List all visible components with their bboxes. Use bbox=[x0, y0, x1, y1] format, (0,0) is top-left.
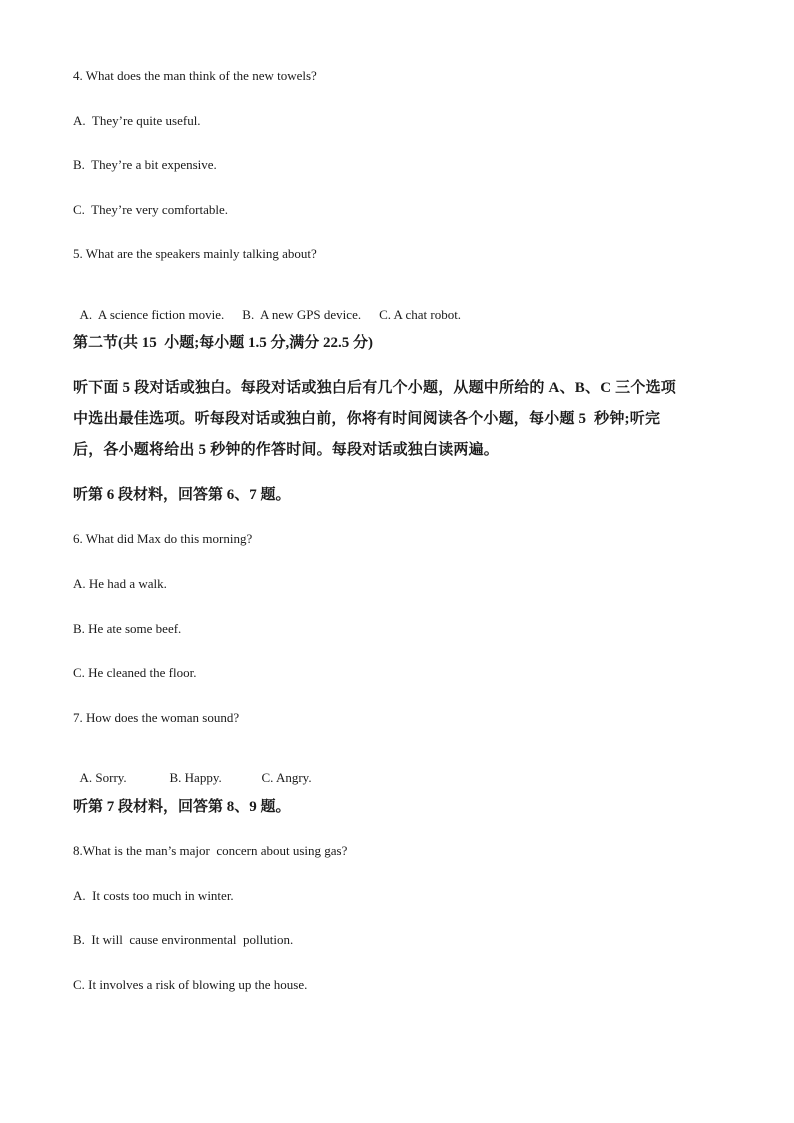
q5-option-c: C. A chat robot. bbox=[379, 307, 462, 322]
q8-option-a: A. It costs too much in winter. bbox=[73, 888, 234, 903]
material7-heading: 听第 7 段材料，回答第 8、9 题。 bbox=[73, 799, 291, 815]
q4-option-b: B. They’re a bit expensive. bbox=[73, 157, 217, 172]
instruction-line-2: 中选出最佳选项。听每段对话或独白前，你将有时间阅读各个小题，每小题 5 秒钟;听完 bbox=[73, 411, 661, 427]
material6-heading: 听第 6 段材料，回答第 6、7 题。 bbox=[73, 487, 291, 503]
q8-option-b: B. It will cause environmental pollution. bbox=[73, 932, 294, 947]
q7-option-a: A. Sorry. bbox=[79, 770, 127, 785]
q6-stem: 6. What did Max do this morning? bbox=[73, 531, 253, 546]
section2-instructions bbox=[73, 373, 723, 466]
q7-options bbox=[73, 754, 312, 786]
instruction-line-3: 后，各小题将给出 5 秒钟的作答时间。每段对话或独白读两遍。 bbox=[73, 442, 500, 458]
q5-stem: 5. What are the speakers mainly talking about? bbox=[73, 246, 317, 261]
q4-option-a: A. They’re quite useful. bbox=[73, 113, 201, 128]
q4-stem: 4. What does the man think of the new towels? bbox=[73, 68, 317, 83]
q5-option-a: A. A science fiction movie. bbox=[79, 307, 225, 322]
q6-option-b: B. He ate some beef. bbox=[73, 621, 182, 636]
q6-option-c: C. He cleaned the floor. bbox=[73, 665, 197, 680]
q4-option-c: C. They’re very comfortable. bbox=[73, 202, 228, 217]
section2-heading: 第二节(共 15 小题;每小题 1.5 分,满分 22.5 分) bbox=[73, 335, 373, 351]
q7-option-c: C. Angry. bbox=[261, 770, 312, 785]
q8-stem: 8.What is the man’s major concern about using gas? bbox=[73, 843, 348, 858]
q8-option-c: C. It involves a risk of blowing up the house. bbox=[73, 977, 308, 992]
q5-option-b: B. A new GPS device. bbox=[242, 307, 362, 322]
q7-option-b: B. Happy. bbox=[169, 770, 222, 785]
instruction-line-1: 听下面 5 段对话或独白。每段对话或独白后有几个小题，从题中所给的 A、B、C 三个选项 bbox=[73, 380, 676, 396]
q6-option-a: A. He had a walk. bbox=[73, 576, 167, 591]
q5-options bbox=[73, 291, 461, 323]
q7-stem: 7. How does the woman sound? bbox=[73, 710, 240, 725]
